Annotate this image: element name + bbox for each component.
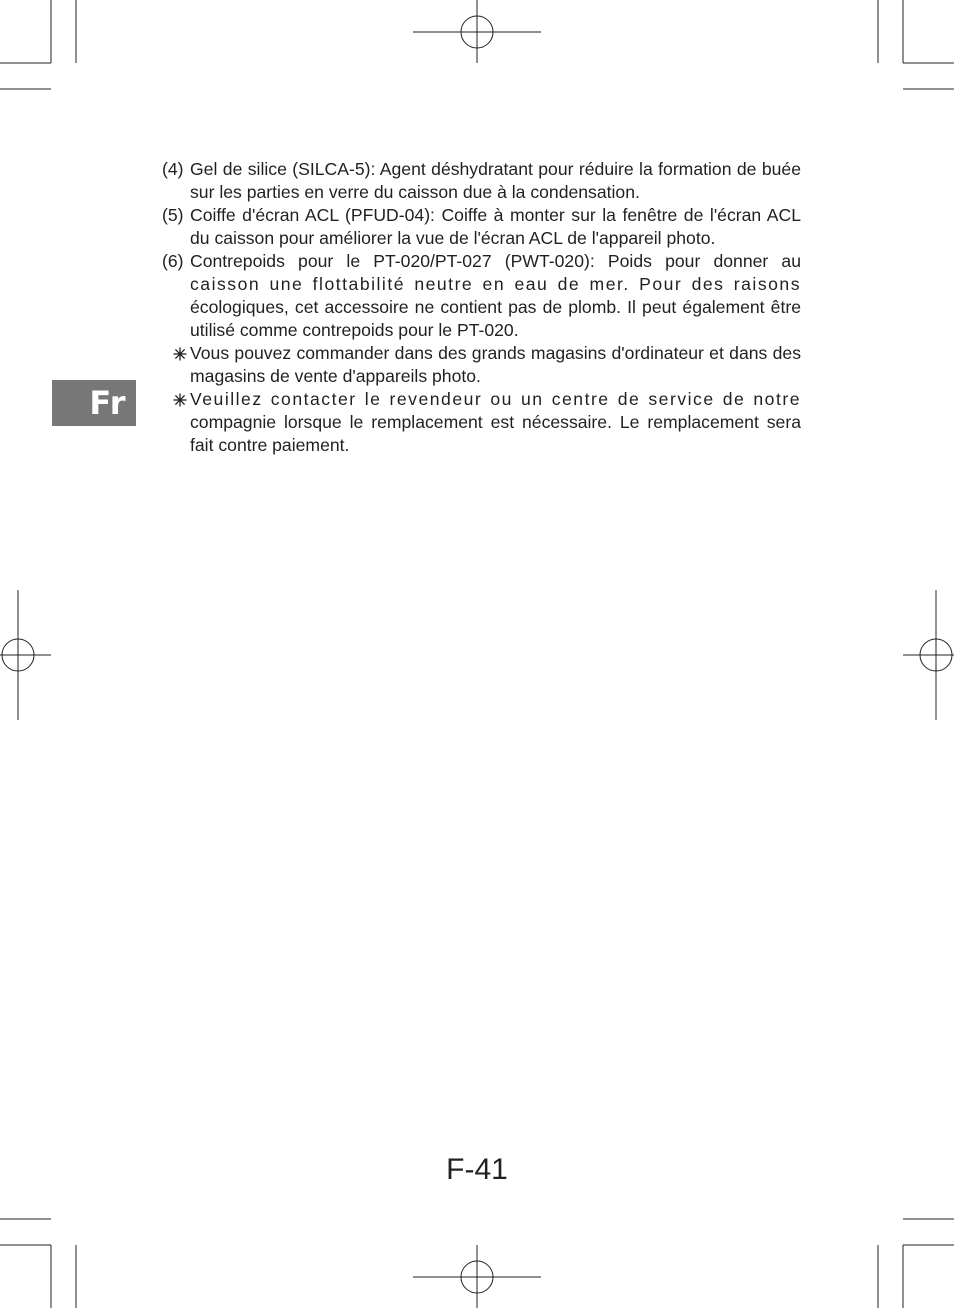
list-item xyxy=(162,158,801,204)
asterisk-bullet-icon xyxy=(172,392,188,408)
item-number: (5) xyxy=(162,205,184,225)
note-text-rest: compagnie lorsque le remplacement est nécessaire. Le remplacement sera fait contre paiement. xyxy=(190,412,801,455)
note-text: Vous pouvez commander dans des grands magasins d'ordinateur et dans des magasins de vente d'appareils photo. xyxy=(190,343,801,386)
item-text-line-1: Contrepoids pour le PT-020/PT-027 (PWT-020): Poids pour donner au xyxy=(190,251,801,271)
registration-mark-bottom xyxy=(413,1245,541,1308)
asterisk-bullet-icon xyxy=(172,346,188,362)
note-text-line-1: Veuillez contacter le revendeur ou un centre de service de notre xyxy=(190,389,801,409)
note xyxy=(162,388,801,457)
page-number: F-41 xyxy=(446,1153,508,1186)
note xyxy=(162,342,801,388)
list-item xyxy=(162,204,801,250)
item-text-rest: écologiques, cet accessoire ne contient pas de plomb. Il peut également être utilisé comme contrepoids pour le PT-020. xyxy=(190,297,801,340)
registration-mark-left xyxy=(0,590,51,720)
item-number: (6) xyxy=(162,251,184,271)
item-text-line-2: caisson une flottabilité neutre en eau de mer. Pour des raisons xyxy=(190,274,801,294)
accessory-list xyxy=(162,158,801,457)
language-tab-label: Fr xyxy=(89,384,126,422)
registration-mark-top xyxy=(413,0,541,63)
list-item xyxy=(162,250,801,342)
item-number: (4) xyxy=(162,159,184,179)
language-tab xyxy=(52,380,136,426)
item-text: Gel de silice (SILCA-5): Agent déshydratant pour réduire la formation de buée sur les parties en verre du caisson due à la condensation. xyxy=(190,159,801,202)
registration-mark-right xyxy=(903,590,954,720)
item-text: Coiffe d'écran ACL (PFUD-04): Coiffe à monter sur la fenêtre de l'écran ACL du caisson pour améliorer la vue de l'écran ACL de l'appareil photo. xyxy=(190,205,801,248)
